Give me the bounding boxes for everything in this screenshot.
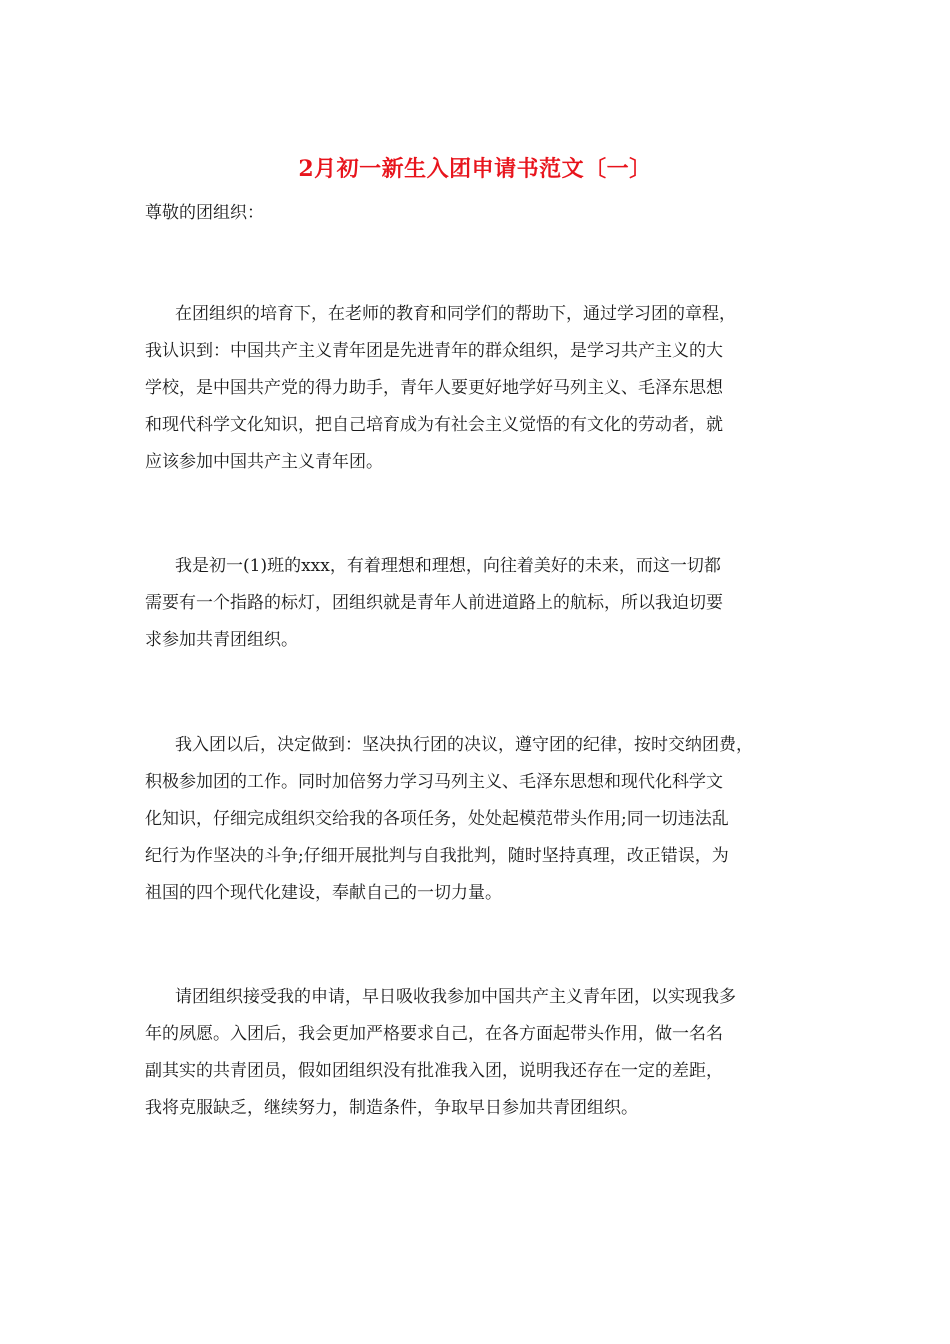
paragraph-line: 积极参加团的工作。同时加倍努力学习马列主义、毛泽东思想和现代化科学文 bbox=[145, 772, 723, 792]
paragraph-line: 我将克服缺乏，继续努力，制造条件，争取早日参加共青团组织。 bbox=[145, 1098, 638, 1118]
paragraph-2 bbox=[145, 548, 810, 659]
paragraph-line: 求参加共青团组织。 bbox=[145, 630, 298, 650]
paragraph-line: 请团组织接受我的申请，早日吸收我参加中国共产主义青年团，以实现我多 bbox=[175, 987, 736, 1007]
paragraph-line: 和现代科学文化知识，把自己培育成为有社会主义觉悟的有文化的劳动者，就 bbox=[145, 415, 723, 435]
paragraph-1 bbox=[145, 296, 810, 481]
paragraph-line: 祖国的四个现代化建设，奉献自己的一切力量。 bbox=[145, 883, 502, 903]
paragraph-line: 我入团以后，决定做到：坚决执行团的决议，遵守团的纪律，按时交纳团费， bbox=[175, 735, 753, 755]
paragraph-line: 需要有一个指路的标灯，团组织就是青年人前进道路上的航标，所以我迫切要 bbox=[145, 593, 723, 613]
paragraph-3 bbox=[145, 727, 810, 912]
document-title: 2月初一新生入团申请书范文〔一〕 bbox=[298, 156, 652, 182]
salutation: 尊敬的团组织： bbox=[145, 203, 264, 223]
paragraph-line: 我是初一(1)班的xxx，有着理想和理想，向往着美好的未来，而这一切都 bbox=[175, 556, 721, 576]
paragraph-line: 应该参加中国共产主义青年团。 bbox=[145, 452, 383, 472]
paragraph-line: 我认识到：中国共产主义青年团是先进青年的群众组织，是学习共产主义的大 bbox=[145, 341, 723, 361]
paragraph-line: 在团组织的培育下，在老师的教育和同学们的帮助下，通过学习团的章程， bbox=[175, 304, 736, 324]
paragraph-line: 化知识，仔细完成组织交给我的各项任务，处处起模范带头作用;同一切违法乱 bbox=[145, 809, 729, 829]
paragraph-line: 纪行为作坚决的斗争;仔细开展批判与自我批判，随时坚持真理，改正错误，为 bbox=[145, 846, 729, 866]
paragraph-line: 年的夙愿。入团后，我会更加严格要求自己，在各方面起带头作用，做一名名 bbox=[145, 1024, 723, 1044]
paragraph-line: 学校，是中国共产党的得力助手，青年人要更好地学好马列主义、毛泽东思想 bbox=[145, 378, 723, 398]
paragraph-4 bbox=[145, 979, 810, 1127]
paragraph-line: 副其实的共青团员，假如团组织没有批准我入团，说明我还存在一定的差距， bbox=[145, 1061, 723, 1081]
